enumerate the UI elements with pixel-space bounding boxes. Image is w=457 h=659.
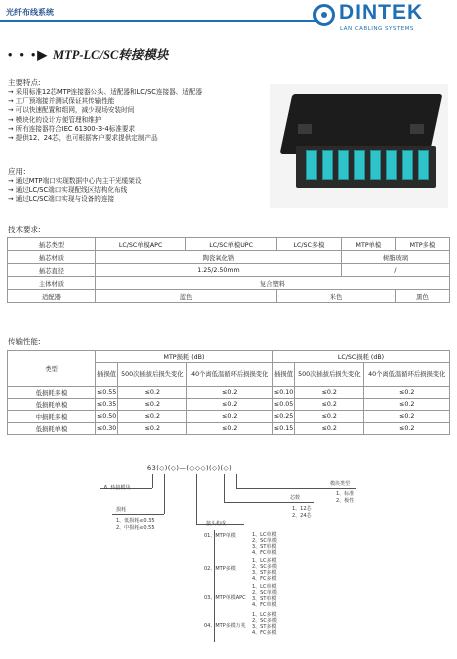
table-row [8,251,450,264]
cell: ≤0.2 [187,423,273,435]
performance-heading: 传输性能: [8,337,41,346]
group-item: 3、ST多模 [252,624,277,630]
cell: ≤0.25 [272,411,294,423]
port-icon [354,150,365,180]
title-text: MTP-LC/SC转接模块 [53,48,169,62]
group-item: 2、SC多模 [252,618,277,624]
applications-list [8,177,141,205]
group-item: 3、ST单模 [252,596,277,602]
adapter-label: 适配器 [8,290,96,303]
group-prefix: 03、MTP单模APC [204,595,246,601]
group-item: 1、LC单模 [252,584,277,590]
group-item: 3、ST单模 [252,544,277,550]
mode-option: 1、标准 [336,491,355,497]
port-icon [322,150,333,180]
list-item: → 所有连接器符合IEC 61300-3-4标准要求 [8,125,202,134]
table-row [8,423,450,435]
group-item: 4、FC多模 [252,630,277,636]
col-500: 500次插拔后损失变化 [295,363,364,387]
type-cell: MTP单模 [341,238,395,251]
cell: ≤0.2 [295,387,364,399]
cell: ≤0.2 [187,411,273,423]
table-row [8,399,450,411]
cell: ≤0.2 [118,423,187,435]
port-icon [338,150,349,180]
type-label: 类型 [8,351,96,387]
module-front [296,146,436,188]
cell: ≤0.2 [295,423,364,435]
list-item: → 通过LC/SC端口实现与设备的连接 [8,195,141,204]
page-title [8,45,168,63]
header-rule [0,20,316,22]
row-name: 低损耗多模 [8,387,96,399]
cores-label: 芯数 [290,495,301,501]
applications-heading: 应用: [8,167,26,176]
type-label: 插芯类型 [8,238,96,251]
type-cell: LC/SC多模 [277,238,342,251]
cell: ≤0.55 [96,387,118,399]
group-item: 4、FC单模 [252,602,277,608]
ferrule-material-label: 插芯材质 [8,251,96,264]
features-heading: 主要特点: [8,78,41,87]
list-item: → 模块化的设计方便管理和维护 [8,116,202,125]
cell: ≤0.10 [272,387,294,399]
brand-logo [313,1,451,38]
row-name: 低损耗单模 [8,423,96,435]
module-tab [410,124,424,134]
list-item: → 可以快速配置和组网，减少现场安装时间 [8,106,202,115]
col-insertion: 插损值 [96,363,118,387]
list-item: → 通过LC/SC端口实现配线区结构化布线 [8,186,141,195]
cell: ≤0.2 [118,387,187,399]
group-item: 4、FC多模 [252,576,277,582]
port-icon [386,150,397,180]
group-prefix: 02、MTP多模 [204,566,236,572]
part-label: 6. 转接模块 [104,485,131,491]
features-list [8,88,202,143]
table-row [8,264,450,277]
mode-label: 模块类型 [330,481,351,487]
cell: ≤0.50 [96,411,118,423]
performance-table [7,350,450,435]
table-row [8,277,450,290]
order-code: 63(◇)(◇)—(◇◇◇)(◇)(◇) [147,464,233,472]
group-prefix: 01、MTP单模 [204,533,236,539]
ferrule-material-ceramic: 陶瓷氧化锆 [96,251,342,264]
col-40: 40个离低温循环后损损变化 [187,363,273,387]
col-500: 500次插拔后损失变化 [118,363,187,387]
port-icon [402,150,413,180]
cell: ≤0.2 [364,399,450,411]
col-40: 40个离低温循环后损损变化 [364,363,450,387]
loss-option: 2、中损耗≤0.55 [116,525,155,531]
adapter-color: 黑色 [395,290,449,303]
table-row [8,411,450,423]
ferrule-diameter-label: 插芯直径 [8,264,96,277]
row-name: 低损耗单模 [8,399,96,411]
adapter-color: 米色 [277,290,396,303]
group-prefix: 04、MTP多模万兆 [204,623,246,629]
loss-option: 1、低损耗≤0.35 [116,518,155,524]
group-item: 1、LC多模 [252,558,277,564]
cell: ≤0.35 [96,399,118,411]
type-cell: LC/SC单模APC [96,238,186,251]
group-item: 3、ST多模 [252,570,277,576]
table-row [8,351,450,363]
list-item: → 采用标准12芯MTP连接器公头、适配器和LC/SC连接器、适配器 [8,88,202,97]
table-row [8,387,450,399]
ferrule-diameter-mtp: / [341,264,449,277]
cores-option: 1、12芯 [292,506,312,512]
cell: ≤0.30 [96,423,118,435]
tech-heading: 技术要求: [8,225,41,234]
mtp-group-header: MTP损耗 (dB) [96,351,273,363]
cell: ≤0.2 [187,387,273,399]
adapter-color: 蓝色 [96,290,277,303]
cell: ≤0.2 [364,423,450,435]
group-item: 2、SC多模 [252,564,277,570]
cell: ≤0.2 [364,387,450,399]
title-arrow-icon: • • •▶ [8,48,49,62]
port-icon [370,150,381,180]
tech-spec-table [7,237,450,303]
type-cell: LC/SC单模UPC [186,238,277,251]
list-item: → 通过MTP端口实现数据中心内主干光缆架设 [8,177,141,186]
group-item: 4、FC单模 [252,550,277,556]
cell: ≤0.15 [272,423,294,435]
lcsc-group-header: LC/SC损耗 (dB) [272,351,449,363]
cell: ≤0.2 [118,399,187,411]
table-row [8,290,450,303]
group-item: 1、LC多模 [252,612,277,618]
ferrule-material-resin: 树脂玻璃 [341,251,449,264]
ferrule-diameter-value: 1.25/2.50mm [96,264,342,277]
brand-tagline: LAN CABLING SYSTEMS [340,26,414,32]
group-item: 1、LC单模 [252,532,277,538]
cell: ≤0.2 [295,399,364,411]
cell: ≤0.2 [364,411,450,423]
cell: ≤0.05 [272,399,294,411]
category-label: 光纤布线系统 [6,8,54,17]
brand-mark-icon [313,4,335,26]
connector-label: 接头构成 [206,521,227,527]
mode-option: 2、极性 [336,498,355,504]
loss-label: 损耗 [116,507,127,513]
ordering-diagram [0,460,457,659]
group-item: 2、SC单模 [252,538,277,544]
port-icon [418,150,429,180]
port-icon [306,150,317,180]
body-material-label: 主体材质 [8,277,96,290]
list-item: → 工厂预端接并测试保证其传输性能 [8,97,202,106]
col-insertion: 插损值 [272,363,294,387]
brand-name: DINTEK [339,1,424,24]
cell: ≤0.2 [295,411,364,423]
product-photo [270,84,448,208]
cores-option: 2、24芯 [292,513,312,519]
body-material-value: 复合塑料 [96,277,450,290]
row-name: 中损耗多模 [8,411,96,423]
type-cell: MTP多模 [395,238,449,251]
cell: ≤0.2 [118,411,187,423]
list-item: → 提供12、24芯，也可根据客户要求提供定制产品 [8,134,202,143]
group-item: 2、SC单模 [252,590,277,596]
module-tab [298,124,312,134]
cell: ≤0.2 [187,399,273,411]
table-row [8,238,450,251]
